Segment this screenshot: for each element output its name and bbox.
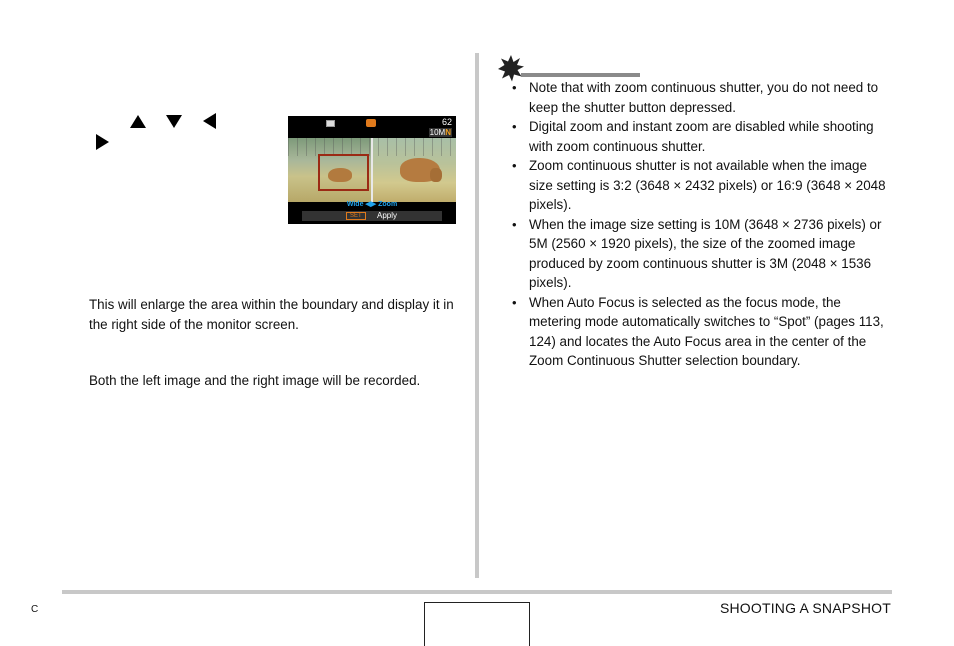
remaining-shots: 62 — [441, 117, 452, 127]
direction-keys — [94, 111, 234, 155]
selection-boundary — [318, 154, 369, 191]
quality-label: N — [445, 128, 451, 137]
image-size-label: 10M — [429, 128, 446, 137]
page-number-box — [424, 602, 530, 646]
list-item: • Zoom continuous shutter is not available when the image size setting is 3:2 (3648 × 2432 pixels) or 16:9 (3648 × 2048 pixels). — [509, 156, 891, 215]
list-item: • Digital zoom and instant zoom are disabled while shooting with zoom continuous shutter. — [509, 117, 891, 156]
zoom-continuous-mode-icon — [366, 119, 376, 127]
left-arrow-icon — [203, 113, 216, 129]
enlarge-paragraph: This will enlarge the area within the boundary and display it in the right side of the monitor screen. — [89, 297, 454, 332]
right-arrow-icon — [96, 134, 109, 150]
list-item: • When Auto Focus is selected as the focus mode, the metering mode automatically switches to “Spot” (pages 113, 124) and locates the Auto Focus area in the center of the Zoom Continuous Shutter selection boundary. — [509, 293, 891, 371]
recorded-paragraph: Both the left image and the right image will be recorded. — [89, 373, 421, 388]
monitor-bottom-bar — [302, 211, 442, 221]
section-title: SHOOTING A SNAPSHOT — [719, 600, 891, 616]
notes-list — [509, 78, 891, 371]
column-divider — [475, 53, 479, 578]
footer-rule — [62, 590, 892, 594]
note-heading-rule — [521, 73, 640, 77]
image-divider — [371, 138, 373, 202]
camera-monitor-screenshot — [288, 116, 456, 224]
image-size-indicator — [429, 128, 452, 137]
footer-left-text: C — [31, 604, 39, 615]
camera-mode-icon — [326, 120, 335, 127]
list-item: • Note that with zoom continuous shutter, you do not need to keep the shutter button depressed. — [509, 78, 891, 117]
list-item: • When the image size setting is 10M (3648 × 2736 pixels) or 5M (2560 × 1920 pixels), the size of the zoomed image produced by zoom continuous shutter is 3M (2048 × 1536 pixels). — [509, 215, 891, 293]
down-arrow-icon — [166, 115, 182, 128]
zoom-indicator: Wide ◀▶ Zoom — [346, 201, 398, 208]
set-key-label: SET — [346, 212, 366, 220]
up-arrow-icon — [130, 115, 146, 128]
apply-label: Apply — [377, 211, 398, 220]
enlarged-deer-head — [430, 168, 442, 182]
